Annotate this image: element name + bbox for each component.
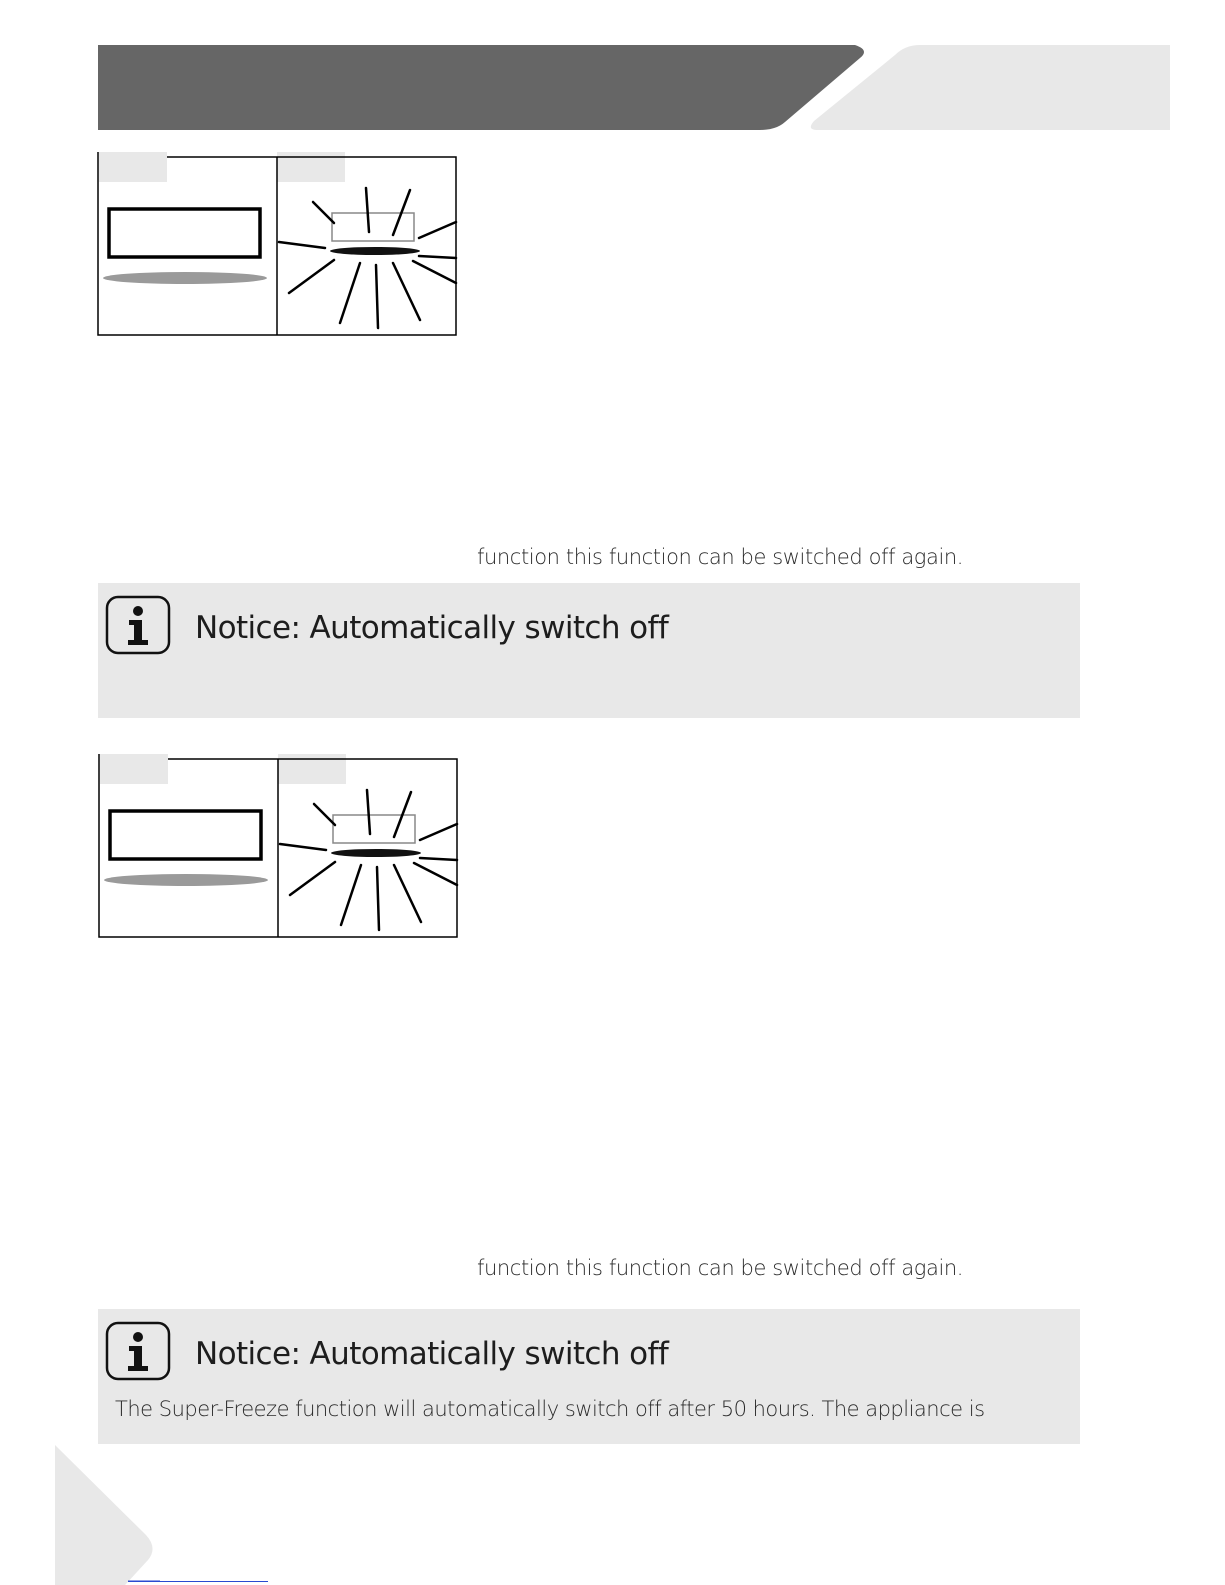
notice-title: Notice: Automatically switch off	[195, 610, 669, 646]
notice-title: Notice: Automatically switch off	[195, 1336, 669, 1372]
display-frame-blinking	[332, 213, 414, 241]
continuation-text: function this function can be switched off again.	[477, 545, 964, 569]
header-tab	[811, 45, 1170, 130]
header-banner	[0, 0, 1225, 140]
control-panel-illustration	[98, 752, 460, 940]
button-off	[104, 874, 268, 886]
page-corner-tab	[0, 1440, 160, 1585]
continuation-text: function this function can be switched off again.	[477, 1256, 964, 1280]
info-icon	[105, 1321, 171, 1381]
notice-body: The Super-Freeze function will automatically switch off after 50 hours. The appliance is	[115, 1397, 985, 1421]
button-pressed	[330, 247, 420, 255]
button-off	[103, 272, 267, 284]
display-frame-blinking	[333, 815, 415, 843]
button-pressed	[331, 849, 421, 857]
notice-box	[98, 1309, 1080, 1444]
display-frame	[109, 209, 260, 257]
header-bar	[98, 45, 864, 130]
display-frame	[110, 811, 261, 859]
control-panel-illustration	[97, 150, 459, 338]
bottom-link-underline	[128, 1581, 268, 1582]
notice-box	[98, 583, 1080, 718]
info-icon	[105, 595, 171, 655]
